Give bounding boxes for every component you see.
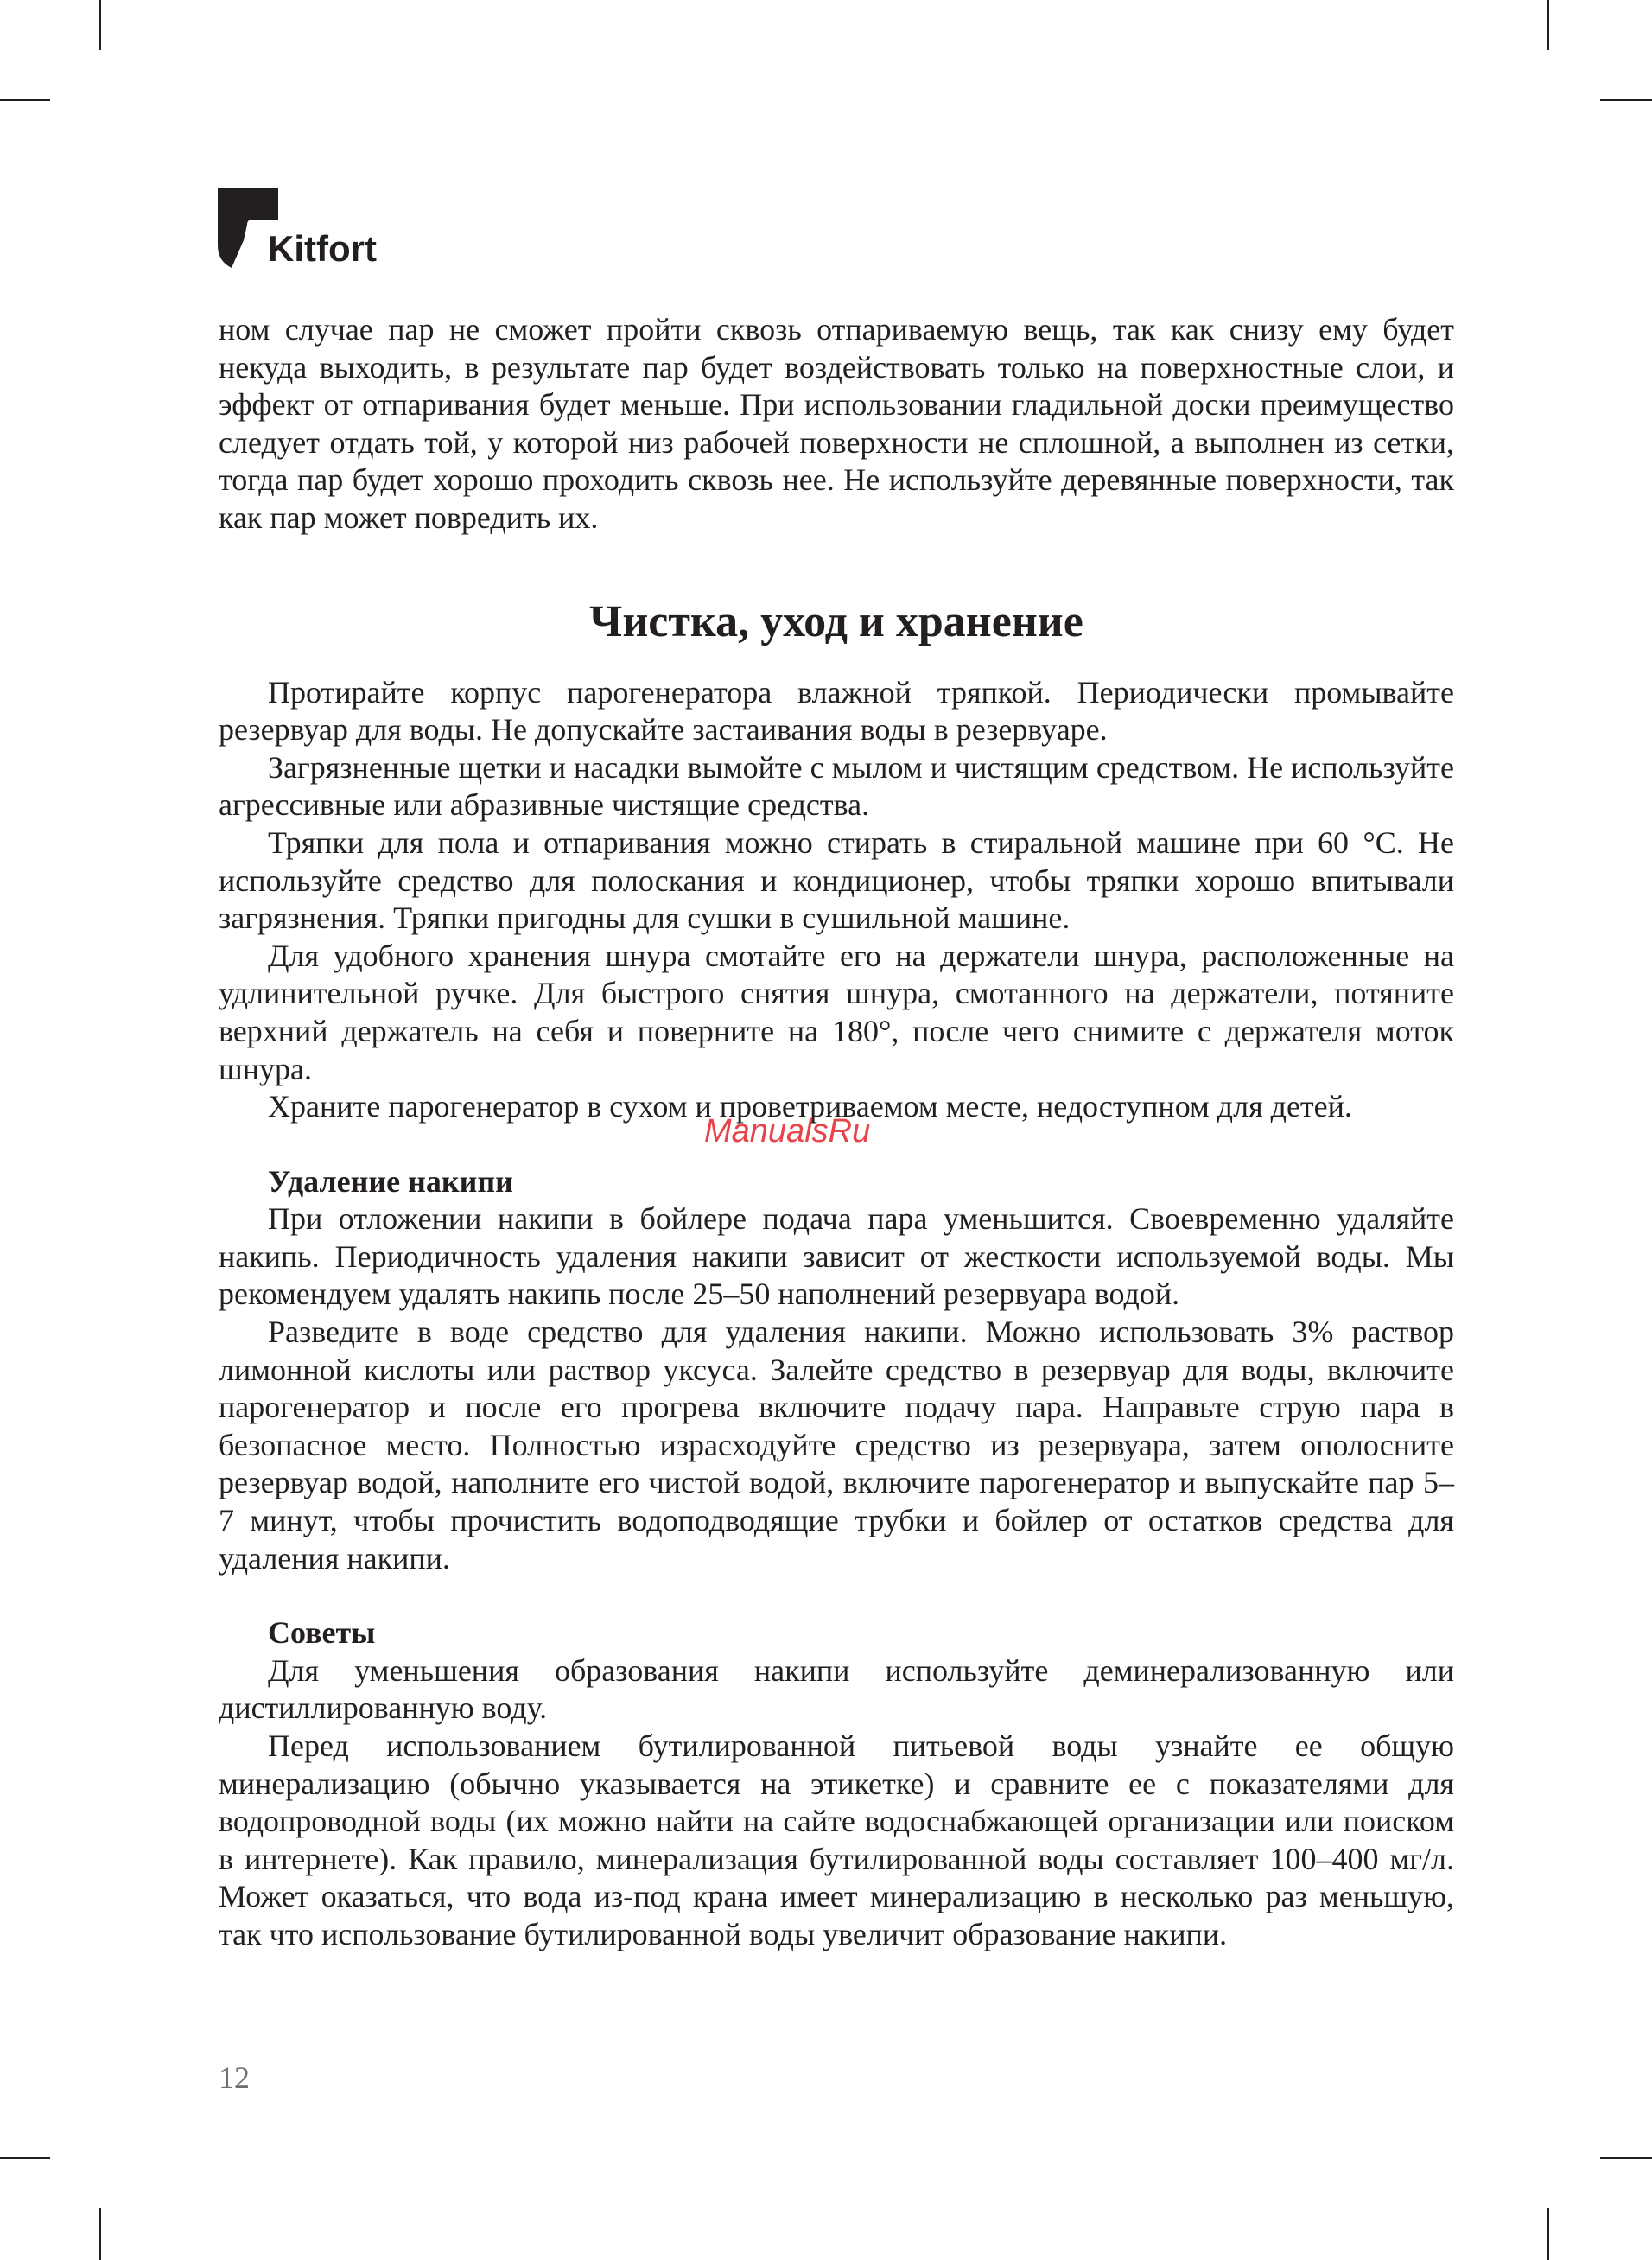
crop-mark-top-right-vertical: [1547, 0, 1549, 50]
crop-mark-bottom-right-horizontal: [1600, 2157, 1652, 2159]
tips-title: Советы: [268, 1615, 376, 1651]
paragraph: Разведите в воде средство для удаления накипи. Можно использовать 3% раствор лимонной кислоты или раствор уксуса. Залейте средство в резервуар для воды, включите парогенератор и после его прогрева включите подачу пара. Направьте струю пара в безопасное место. Полностью израсходуйте средство из резервуара, затем ополосните резервуар водой, наполните его чистой водой, включите парогенератор и выпускайте пар 5–7 минут, чтобы прочистить водоподводящие трубки и бойлер от остатков средства для удаления накипи.: [219, 1315, 1454, 1576]
crop-mark-bottom-right-vertical: [1547, 2208, 1549, 2260]
paragraph: При отложении накипи в бойлере подача пара уменьшится. Своевременно удаляйте накипь. Периодичность удаления накипи зависит от жесткости используемой воды. Мы рекомендуем удалять накипь после 25–50 наполнений резервуара водой.: [219, 1201, 1454, 1312]
crop-mark-top-left-horizontal: [0, 99, 50, 101]
crop-mark-top-right-horizontal: [1600, 99, 1652, 101]
paragraph: Тряпки для пола и отпаривания можно стирать в стиральной машине при 60 °C. Не используйте средство для полоскания и кондиционер, чтобы тряпки хорошо впитывали загрязнения. Тряпки пригодны для сушки в сушильной машине.: [219, 824, 1454, 936]
paragraph: Загрязненные щетки и насадки вымойте с мылом и чистящим средством. Не используйте агрессивные или абразивные чистящие средства.: [219, 749, 1455, 823]
brand-logo: [218, 188, 391, 268]
crop-mark-bottom-left-horizontal: [0, 2157, 50, 2159]
paragraph: Для удобного хранения шнура смотайте его на держатели шнура, расположенные на удлинительной ручке. Для быстрого снятия шнура, смотанного на держатели, потяните верхний держатель на себя и поверните на 180°, после чего снимите с держателя моток шнура.: [219, 938, 1454, 1086]
paragraph: Храните парогенератор в сухом и проветриваемом месте, недоступном для детей.: [268, 1089, 1352, 1124]
crop-mark-top-left-vertical: [99, 0, 101, 50]
descaling-title: Удаление накипи: [268, 1163, 513, 1199]
brand-name: Kitfort: [268, 228, 377, 269]
crop-mark-bottom-left-vertical: [99, 2208, 101, 2260]
section-title: Чистка, уход и хранение: [589, 596, 1083, 646]
page-number: 12: [219, 2060, 250, 2095]
intro-paragraph: ном случае пар не сможет пройти сквозь отпариваемую вещь, так как снизу ему будет некуда выходить, в результате пар будет воздействовать только на поверхностные слои, и эффект от отпаривания будет меньше. При использовании гладильной доски преимущество следует отдать той, у которой низ рабочей поверхности не сплошной, а выполнен из сетки, тогда пар будет хорошо проходить сквозь нее. Не используйте деревянные поверхности, так как пар может повредить их.: [219, 312, 1454, 535]
paragraph: Перед использованием бутилированной питьевой воды узнайте ее общую минерализацию (обычно указывается на этикетке) и сравните ее с показателями для водопроводной воды (их можно найти на сайте водоснабжающей организации или поиском в интернете). Как правило, минерализация бутилированной воды составляет 100–400 мг/л. Может оказаться, что вода из-под крана имеет минерализацию в несколько раз меньшую, так что использование бутилированной воды увеличит образование накипи.: [219, 1728, 1454, 1951]
paragraph: Для уменьшения образования накипи используйте деминерализованную или дистиллированную воду.: [219, 1652, 1454, 1726]
watermark: ManualsRu: [704, 1113, 871, 1149]
paragraph: Протирайте корпус парогенератора влажной тряпкой. Периодически промывайте резервуар для воды. Не допускайте застаивания воды в резервуаре.: [219, 674, 1454, 748]
